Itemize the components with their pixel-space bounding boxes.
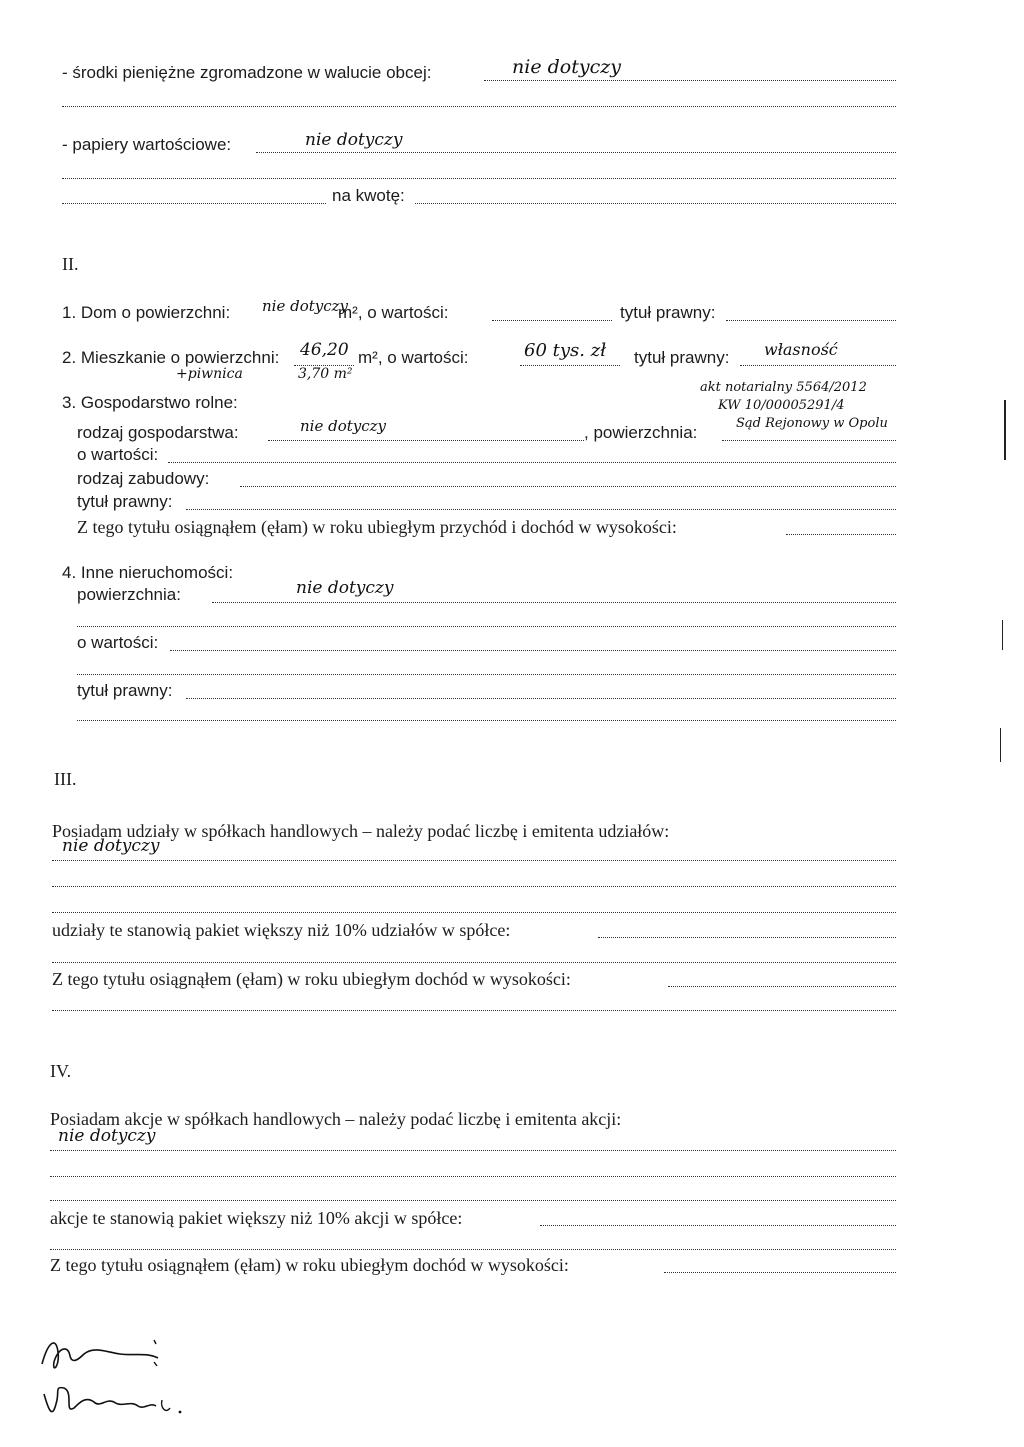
- stocks-income-label: Z tego tytułu osiągnąłem (ęłam) w roku ubiegłym dochód w wysokości:: [50, 1255, 569, 1275]
- stocks-packet-extra-line: [50, 1249, 896, 1250]
- shares-extra-line-2: [52, 912, 896, 913]
- apartment-value-handwritten: 60 tys. zł: [524, 340, 607, 361]
- stocks-income-fill-line: [664, 1272, 896, 1273]
- securities-extra-line: [62, 178, 896, 179]
- farm-income-fill-line: [786, 534, 896, 535]
- farm-area-fill-line: [722, 440, 896, 441]
- stocks-packet-fill-line: [540, 1225, 896, 1226]
- section-4-heading: IV.: [50, 1061, 72, 1081]
- cash-label: - środki pieniężne zgromadzone w walucie obcej:: [62, 63, 432, 82]
- farm-value-label: o wartości:: [77, 445, 159, 464]
- apartment-note-basement-area: 3,70 m²: [298, 366, 353, 382]
- stocks-packet-label: akcje te stanowią pakiet większy niż 10% akcji w spółce:: [50, 1208, 463, 1228]
- other-value-extra-line: [77, 674, 896, 675]
- securities-label: - papiery wartościowe:: [62, 135, 232, 154]
- apartment-title-handwritten: własność: [764, 340, 838, 359]
- farm-income-label: Z tego tytułu osiągnąłem (ęłam) w roku ubiegłym przychód i dochód w wysokości:: [77, 517, 677, 537]
- cash-handwritten: nie dotyczy: [512, 56, 621, 78]
- shares-fill-line: [52, 860, 896, 861]
- section-3-heading: III.: [54, 769, 77, 789]
- shares-packet-label: udziały te stanowią pakiet większy niż 10% udziałów w spółce:: [52, 920, 511, 940]
- stocks-fill-line: [50, 1150, 896, 1151]
- farm-type-fill-line: [268, 440, 584, 441]
- stocks-label: Posiadam akcje w spółkach handlowych – należy podać liczbę i emitenta akcji:: [50, 1109, 622, 1129]
- apartment-title-label: tytuł prawny:: [634, 348, 730, 367]
- shares-packet-fill-line: [598, 937, 896, 938]
- scan-edge-mark: [1004, 400, 1006, 460]
- other-area-extra-line: [77, 626, 896, 627]
- securities-fill-line: [256, 152, 896, 153]
- other-value-label: o wartości:: [77, 633, 159, 652]
- shares-handwritten: nie dotyczy: [62, 836, 160, 856]
- apartment-note-basement: +piwnica: [176, 366, 243, 382]
- other-area-handwritten: nie dotyczy: [296, 578, 394, 598]
- stocks-extra-line-1: [50, 1176, 896, 1177]
- securities-amount-lead-line: [62, 203, 326, 204]
- cash-fill-line: [484, 80, 896, 81]
- other-title-fill-line: [186, 698, 896, 699]
- other-title-label: tytuł prawny:: [77, 681, 173, 700]
- farm-title-label: tytuł prawny:: [77, 492, 173, 511]
- apartment-area-handwritten: 46,20: [300, 340, 349, 360]
- securities-amount-fill-line: [415, 203, 896, 204]
- apartment-title-fill-line: [740, 365, 896, 366]
- farm-type-handwritten: nie dotyczy: [300, 417, 387, 435]
- scan-edge-mark: [1000, 728, 1001, 762]
- apartment-note-court: Sąd Rejonowy w Opolu: [736, 416, 888, 431]
- farm-type-label: rodzaj gospodarstwa:: [77, 423, 239, 442]
- farm-title-fill-line: [186, 509, 896, 510]
- other-area-label: powierzchnia:: [77, 585, 181, 604]
- apartment-note-deed: akt notarialny 5564/2012: [700, 380, 867, 395]
- house-title-fill-line: [726, 320, 896, 321]
- apartment-unit-value-label: m², o wartości:: [358, 348, 469, 367]
- house-value-fill-line: [492, 320, 612, 321]
- securities-handwritten: nie dotyczy: [305, 130, 403, 150]
- stocks-extra-line-2: [50, 1200, 896, 1201]
- house-handwritten: nie dotyczy: [262, 297, 349, 315]
- apartment-label: 2. Mieszkanie o powierzchni:: [62, 348, 280, 367]
- other-value-fill-line: [170, 650, 896, 651]
- other-area-fill-line: [212, 602, 896, 603]
- shares-income-fill-line: [668, 986, 896, 987]
- shares-extra-line-1: [52, 886, 896, 887]
- securities-amount-label: na kwotę:: [332, 186, 405, 205]
- other-title-extra-line: [77, 720, 896, 721]
- apartment-note-land-register: KW 10/00005291/4: [718, 398, 845, 413]
- signature: [34, 1322, 194, 1432]
- farm-buildings-label: rodzaj zabudowy:: [77, 469, 210, 488]
- cash-extra-line: [62, 106, 896, 107]
- farm-buildings-fill-line: [240, 486, 896, 487]
- apartment-value-fill-line: [520, 365, 620, 366]
- stocks-handwritten: nie dotyczy: [58, 1126, 156, 1146]
- scan-edge-mark: [1002, 620, 1003, 650]
- shares-label: Posiadam udziały w spółkach handlowych – należy podać liczbę i emitenta udziałów:: [52, 821, 670, 841]
- farm-value-fill-line: [168, 462, 896, 463]
- shares-packet-extra-line: [52, 962, 896, 963]
- shares-income-label: Z tego tytułu osiągnąłem (ęłam) w roku ubiegłym dochód w wysokości:: [52, 969, 571, 989]
- shares-income-extra-line: [52, 1010, 896, 1011]
- house-title-label: tytuł prawny:: [620, 303, 716, 322]
- house-unit-value-label: m², o wartości:: [338, 303, 449, 322]
- farm-area-label: , powierzchnia:: [584, 423, 698, 442]
- house-label: 1. Dom o powierzchni:: [62, 303, 231, 322]
- section-2-heading: II.: [62, 254, 79, 274]
- other-property-label: 4. Inne nieruchomości:: [62, 563, 234, 582]
- farm-label: 3. Gospodarstwo rolne:: [62, 393, 238, 412]
